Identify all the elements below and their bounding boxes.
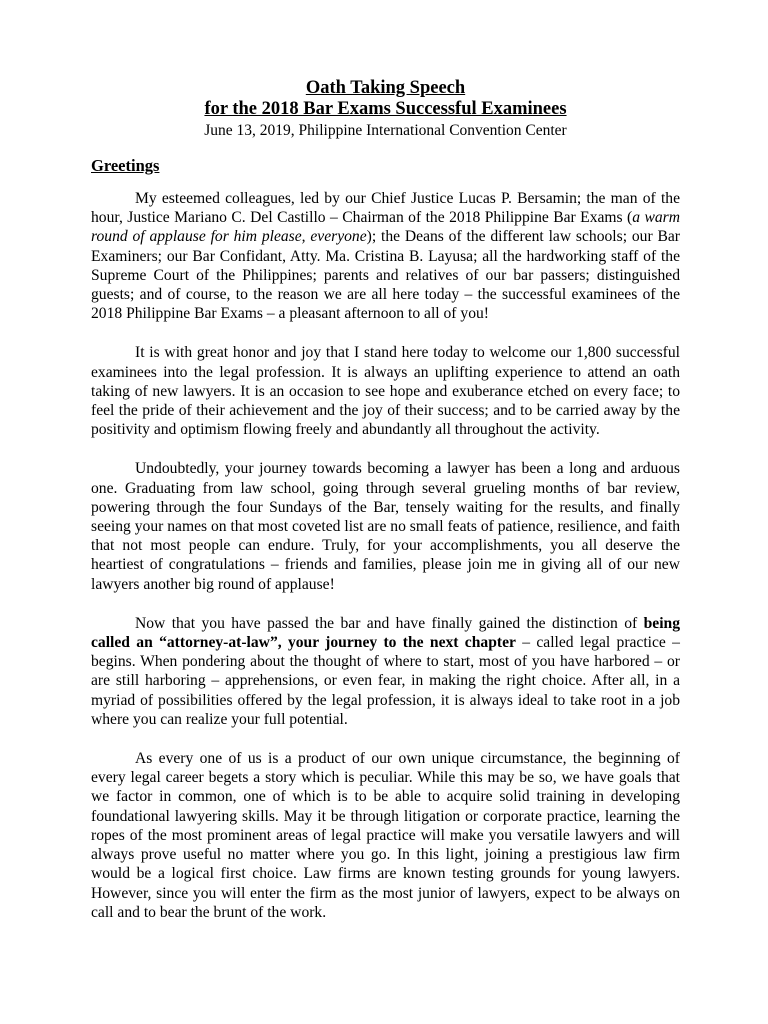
document-title-line2: for the 2018 Bar Exams Successful Examinees bbox=[204, 99, 567, 119]
paragraph-4-part-c: – called legal practice – begins. When pondering about the thought of where to start, most of you have harbored – or are still harboring – apprehensions, or even fear, in making the right choice. After all, in a myriad of possibilities offered by the legal profession, it is always ideal to take root in a job where you can realize your full potential. bbox=[91, 634, 680, 728]
paragraph-4 bbox=[91, 614, 680, 729]
paragraph-5: As every one of us is a product of our own unique circumstance, the beginning of every legal career begets a story which is peculiar. While this may be so, we have goals that we factor in common, one of which is to be able to acquire solid training in developing foundational lawyering skills. May it be through litigation or corporate practice, learning the ropes of the most prominent areas of legal practice will make you versatile lawyers and will always prove useful no matter where you go. In this light, joining a prestigious law firm would be a logical first choice. Law firms are known testing grounds for young lawyers. However, since you will enter the firm as the most junior of lawyers, expect to be always on call and to bear the brunt of the work. bbox=[91, 750, 680, 921]
paragraph-4-part-a: Now that you have passed the bar and have finally gained the distinction of bbox=[135, 614, 644, 632]
document-subtitle: June 13, 2019, Philippine International Convention Center bbox=[204, 122, 567, 139]
paragraph-1 bbox=[91, 189, 680, 323]
document-title-line1: Oath Taking Speech bbox=[305, 78, 466, 98]
section-heading-greetings: Greetings bbox=[91, 156, 160, 175]
paragraph-1-part-a: My esteemed colleagues, led by our Chief Justice Lucas P. Bersamin; the man of the hour, Justice Mariano C. Del Castillo – Chairman of the 2018 Philippine Bar Exams ( bbox=[91, 190, 680, 227]
paragraph-4-bold: being called an “attorney-at-law”, your journey to the next chapter bbox=[91, 614, 680, 652]
paragraph-1-italic: a warm round of applause for him please, everyone bbox=[91, 209, 680, 246]
paragraph-1-part-c: ); the Deans of the different law schools; our Bar Examiners; our Bar Confidant, Atty. Ma. Cristina B. Layusa; all the hardworking staff of the Supreme Court of the Philippines; parents and relatives of our bar passers; distinguished guests; and of course, to the reason we are all here today – the successful examinees of the 2018 Philippine Bar Exams – a pleasant afternoon to all of you! bbox=[91, 228, 680, 323]
paragraph-3: Undoubtedly, your journey towards becoming a lawyer has been a long and arduous one. Graduating from law school, going through several grueling months of bar review, powering through the four Sundays of the Bar, tensely waiting for the results, and finally seeing your names on that most coveted list are no small feats of patience, resilience, and faith that not most people can endure. Truly, for your accomplishments, you all deserve the heartiest of congratulations – friends and families, please join me in giving all of our new lawyers another big round of applause! bbox=[91, 460, 680, 593]
paragraph-2: It is with great honor and joy that I stand here today to welcome our 1,800 successful examinees into the legal profession. It is always an uplifting experience to attend an oath taking of new lawyers. It is an occasion to see hope and exuberance etched on every face; to feel the pride of their achievement and the joy of their success; and to be carried away by the positivity and optimism flowing freely and abundantly all throughout the activity. bbox=[91, 344, 680, 439]
